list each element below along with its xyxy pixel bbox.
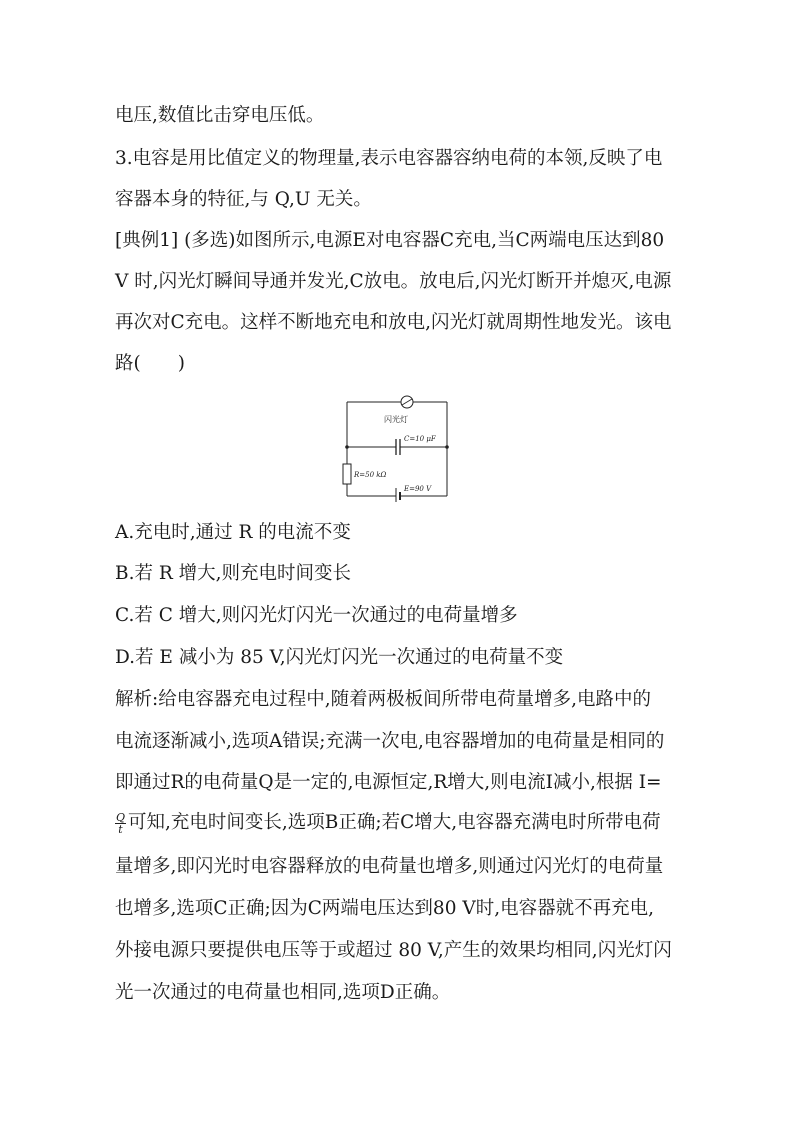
text-line-2: 3.电容是用比值定义的物理量,表示电容器容纳电荷的本领,反映了电: [115, 148, 663, 169]
capacitor-label: C=10 μF: [404, 435, 436, 443]
text-line-3: 容器本身的特征,与 Q,U 无关。: [115, 189, 372, 210]
option-c: C.若 C 增大,则闪光灯闪光一次通过的电荷量增多: [115, 605, 518, 626]
resistor-symbol: [343, 464, 351, 484]
analysis-line-4: [115, 811, 661, 835]
resistor-label: R=50 kΩ: [354, 471, 387, 479]
analysis-line-6: 也增多,选项C正确;因为C两端电压达到80 V时,电容器就不再充电,: [115, 898, 654, 919]
analysis-line-8: 光一次通过的电荷量也相同,选项D正确。: [115, 982, 451, 1003]
analysis-line-3: 即通过R的电荷量Q是一定的,电源恒定,R增大,则电流I减小,根据 I=: [115, 772, 662, 793]
analysis-line-7: 外接电源只要提供电压等于或超过 80 V,产生的效果均相同,闪光灯闪: [115, 940, 672, 961]
example-line-3: 再次对C充电。这样不断地充电和放电,闪光灯就周期性地发光。该电: [115, 312, 672, 333]
fraction-denominator: t: [118, 822, 123, 836]
example-line-1: [典例1] (多选)如图所示,电源E对电容器C充电,当C两端电压达到80: [115, 230, 665, 251]
analysis-line-1: 解析:给电容器充电过程中,随着两极板间所带电荷量增多,电路中的: [115, 689, 651, 710]
source-label: E=90 V: [404, 485, 432, 493]
example-line-4: 路( ): [115, 353, 185, 374]
lamp-label: 闪光灯: [384, 415, 408, 424]
option-a: A.充电时,通过 R 的电流不变: [115, 522, 351, 543]
analysis-line-4-text: 可知,充电时间变长,选项B正确;若C增大,电容器充满电时所带电荷: [128, 812, 661, 833]
fraction-numerator: Q: [116, 810, 126, 824]
fraction-q-over-t: [115, 812, 126, 835]
option-b: B.若 R 增大,则充电时间变长: [115, 563, 352, 584]
option-d: D.若 E 减小为 85 V,闪光灯闪光一次通过的电荷量不变: [115, 647, 564, 668]
example-line-2: V 时,闪光灯瞬间导通并发光,C放电。放电后,闪光灯断开并熄灭,电源: [115, 271, 672, 292]
analysis-line-5: 量增多,即闪光时电容器释放的电荷量也增多,则通过闪光灯的电荷量: [115, 856, 664, 877]
text-line-1: 电压,数值比击穿电压低。: [115, 105, 325, 126]
circuit-diagram: [330, 392, 460, 502]
analysis-line-2: 电流逐渐减小,选项A错误;充满一次电,电容器增加的电荷量是相同的: [115, 731, 665, 752]
